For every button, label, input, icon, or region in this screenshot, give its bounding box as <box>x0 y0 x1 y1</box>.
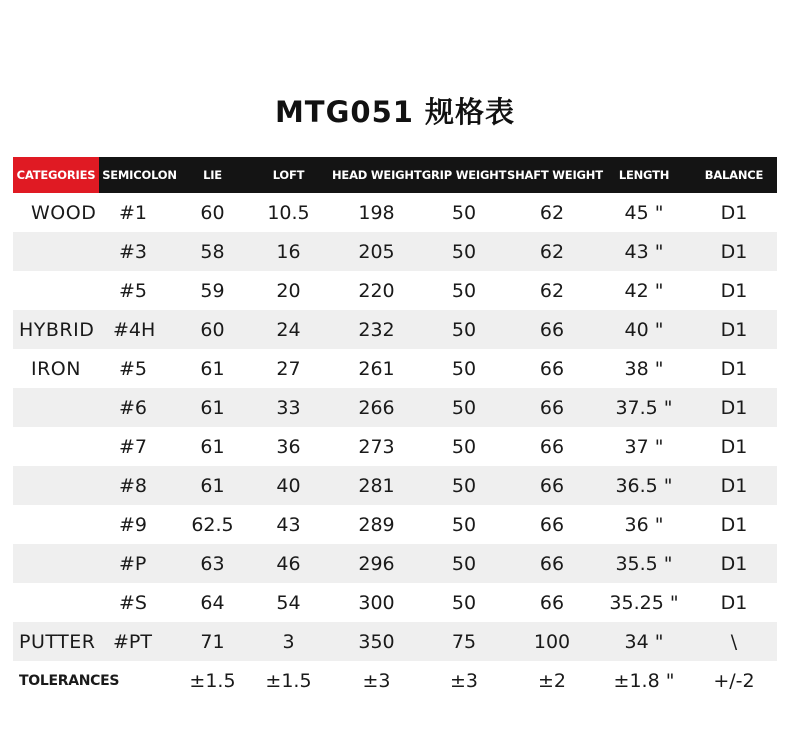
shaft-weight-cell: 66 <box>539 357 565 380</box>
header-categories: CATEGORIES <box>13 157 99 193</box>
table-row <box>13 193 777 232</box>
head-weight-cell: 220 <box>358 279 395 302</box>
lie-cell: 61 <box>200 357 225 380</box>
length-cell: 40 " <box>597 310 691 349</box>
head-weight-cell: 266 <box>332 388 421 427</box>
header-grip-weight: GRIP WEIGHT <box>421 168 507 182</box>
head-weight-cell: 273 <box>358 435 395 458</box>
tolerances-label: TOLERANCES <box>19 672 120 689</box>
tolerances-row <box>13 661 777 700</box>
table-row <box>13 583 777 622</box>
header-length: LENGTH <box>618 168 670 182</box>
table-row <box>13 466 777 505</box>
tolerance-shaft-weight: ±2 <box>537 669 566 692</box>
table-row <box>13 505 777 544</box>
club-cell: #4H <box>99 310 180 349</box>
shaft-weight-cell: 66 <box>507 388 597 427</box>
tolerance-grip-weight: ±3 <box>449 669 478 692</box>
table-row <box>13 544 777 583</box>
length-cell: 43 " <box>597 232 691 271</box>
lie-cell: 63 <box>180 544 245 583</box>
table-row <box>13 232 777 271</box>
category-cell <box>13 232 99 271</box>
length-cell: 36.5 " <box>597 466 691 505</box>
shaft-weight-cell: 62 <box>539 201 565 224</box>
lie-cell: 58 <box>180 232 245 271</box>
balance-cell: D1 <box>691 388 777 427</box>
club-cell: #P <box>99 544 180 583</box>
header-shaft-weight: SHAFT WEIGHT <box>507 168 603 182</box>
club-cell: #S <box>119 591 147 614</box>
balance-cell: D1 <box>720 513 748 536</box>
balance-cell: D1 <box>691 232 777 271</box>
length-cell: 45 " <box>624 201 664 224</box>
shaft-weight-cell: 66 <box>539 591 565 614</box>
loft-cell: 40 <box>245 466 332 505</box>
length-cell: 37 " <box>624 435 664 458</box>
table-row <box>13 310 777 349</box>
head-weight-cell: 232 <box>332 310 421 349</box>
shaft-weight-cell: 62 <box>539 279 565 302</box>
shaft-weight-cell: 66 <box>539 435 565 458</box>
balance-cell: \ <box>691 622 777 661</box>
table-row <box>13 622 777 661</box>
header-loft: LOFT <box>272 168 305 182</box>
lie-cell: 71 <box>180 622 245 661</box>
loft-cell: 10.5 <box>267 201 310 224</box>
head-weight-cell: 198 <box>358 201 395 224</box>
grip-weight-cell: 50 <box>421 310 507 349</box>
lie-cell: 61 <box>200 435 225 458</box>
header-head-weight: HEAD WEIGHT <box>332 168 422 182</box>
shaft-weight-cell: 66 <box>507 310 597 349</box>
head-weight-cell: 261 <box>358 357 395 380</box>
grip-weight-cell: 50 <box>451 279 477 302</box>
table-header <box>13 157 777 193</box>
header-semicolon: SEMICOLON <box>102 168 177 182</box>
length-cell: 38 " <box>624 357 664 380</box>
category-cell <box>13 388 99 427</box>
balance-cell: D1 <box>720 435 748 458</box>
header-lie: LIE <box>203 168 222 182</box>
lie-cell: 61 <box>180 388 245 427</box>
club-cell: #7 <box>119 435 148 458</box>
loft-cell: 33 <box>245 388 332 427</box>
grip-weight-cell: 50 <box>421 544 507 583</box>
category-cell <box>13 544 99 583</box>
length-cell: 35.25 " <box>609 591 679 614</box>
category-cell <box>13 427 99 466</box>
loft-cell: 43 <box>276 513 301 536</box>
category-cell: IRON <box>31 357 81 380</box>
balance-cell: D1 <box>691 310 777 349</box>
tolerance-length: ±1.8 " <box>613 669 675 692</box>
balance-cell: D1 <box>720 357 748 380</box>
loft-cell: 24 <box>245 310 332 349</box>
shaft-weight-cell: 62 <box>507 232 597 271</box>
category-cell: HYBRID <box>13 310 99 349</box>
grip-weight-cell: 50 <box>451 201 477 224</box>
lie-cell: 64 <box>200 591 225 614</box>
head-weight-cell: 350 <box>332 622 421 661</box>
length-cell: 34 " <box>597 622 691 661</box>
grip-weight-cell: 50 <box>451 357 477 380</box>
head-weight-cell: 300 <box>358 591 395 614</box>
table-row <box>13 349 777 388</box>
club-cell: #PT <box>99 622 180 661</box>
category-cell <box>13 583 99 622</box>
club-cell: #6 <box>99 388 180 427</box>
length-cell: 35.5 " <box>597 544 691 583</box>
category-cell: WOOD <box>31 201 97 224</box>
loft-cell: 27 <box>276 357 301 380</box>
head-weight-cell: 289 <box>358 513 395 536</box>
table-row <box>13 427 777 466</box>
header-row <box>13 157 777 193</box>
balance-cell: D1 <box>720 201 748 224</box>
balance-cell: D1 <box>691 544 777 583</box>
loft-cell: 16 <box>245 232 332 271</box>
table-row <box>13 271 777 310</box>
category-cell <box>13 466 99 505</box>
length-cell: 36 " <box>624 513 664 536</box>
grip-weight-cell: 50 <box>421 466 507 505</box>
head-weight-cell: 281 <box>332 466 421 505</box>
grip-weight-cell: 50 <box>451 513 477 536</box>
tolerance-loft: ±1.5 <box>265 669 312 692</box>
tolerance-head-weight: ±3 <box>362 669 391 692</box>
lie-cell: 60 <box>180 310 245 349</box>
length-cell: 37.5 " <box>597 388 691 427</box>
tolerance-lie: ±1.5 <box>189 669 236 692</box>
shaft-weight-cell: 66 <box>539 513 565 536</box>
grip-weight-cell: 75 <box>421 622 507 661</box>
shaft-weight-cell: 66 <box>507 544 597 583</box>
lie-cell: 62.5 <box>191 513 234 536</box>
loft-cell: 3 <box>245 622 332 661</box>
balance-cell: D1 <box>691 466 777 505</box>
club-cell: #9 <box>119 513 148 536</box>
balance-cell: D1 <box>720 591 748 614</box>
page-title: MTG051 规格表 <box>274 95 516 129</box>
club-cell: #1 <box>119 201 148 224</box>
tolerance-balance: +/-2 <box>713 669 755 692</box>
category-cell <box>13 271 99 310</box>
loft-cell: 54 <box>276 591 301 614</box>
balance-cell: D1 <box>720 279 748 302</box>
loft-cell: 36 <box>276 435 301 458</box>
head-weight-cell: 205 <box>332 232 421 271</box>
club-cell: #5 <box>119 279 148 302</box>
table-row <box>13 388 777 427</box>
shaft-weight-cell: 100 <box>507 622 597 661</box>
grip-weight-cell: 50 <box>451 435 477 458</box>
lie-cell: 60 <box>200 201 225 224</box>
length-cell: 42 " <box>624 279 664 302</box>
spec-table <box>13 157 777 700</box>
grip-weight-cell: 50 <box>421 388 507 427</box>
grip-weight-cell: 50 <box>451 591 477 614</box>
loft-cell: 46 <box>245 544 332 583</box>
category-cell: PUTTER <box>13 622 99 661</box>
club-cell: #5 <box>119 357 148 380</box>
head-weight-cell: 296 <box>332 544 421 583</box>
club-cell: #3 <box>99 232 180 271</box>
table-body <box>13 193 777 700</box>
lie-cell: 61 <box>180 466 245 505</box>
lie-cell: 59 <box>200 279 225 302</box>
category-cell <box>13 505 99 544</box>
club-cell: #8 <box>99 466 180 505</box>
header-balance: BALANCE <box>704 168 764 182</box>
grip-weight-cell: 50 <box>421 232 507 271</box>
loft-cell: 20 <box>276 279 301 302</box>
shaft-weight-cell: 66 <box>507 466 597 505</box>
